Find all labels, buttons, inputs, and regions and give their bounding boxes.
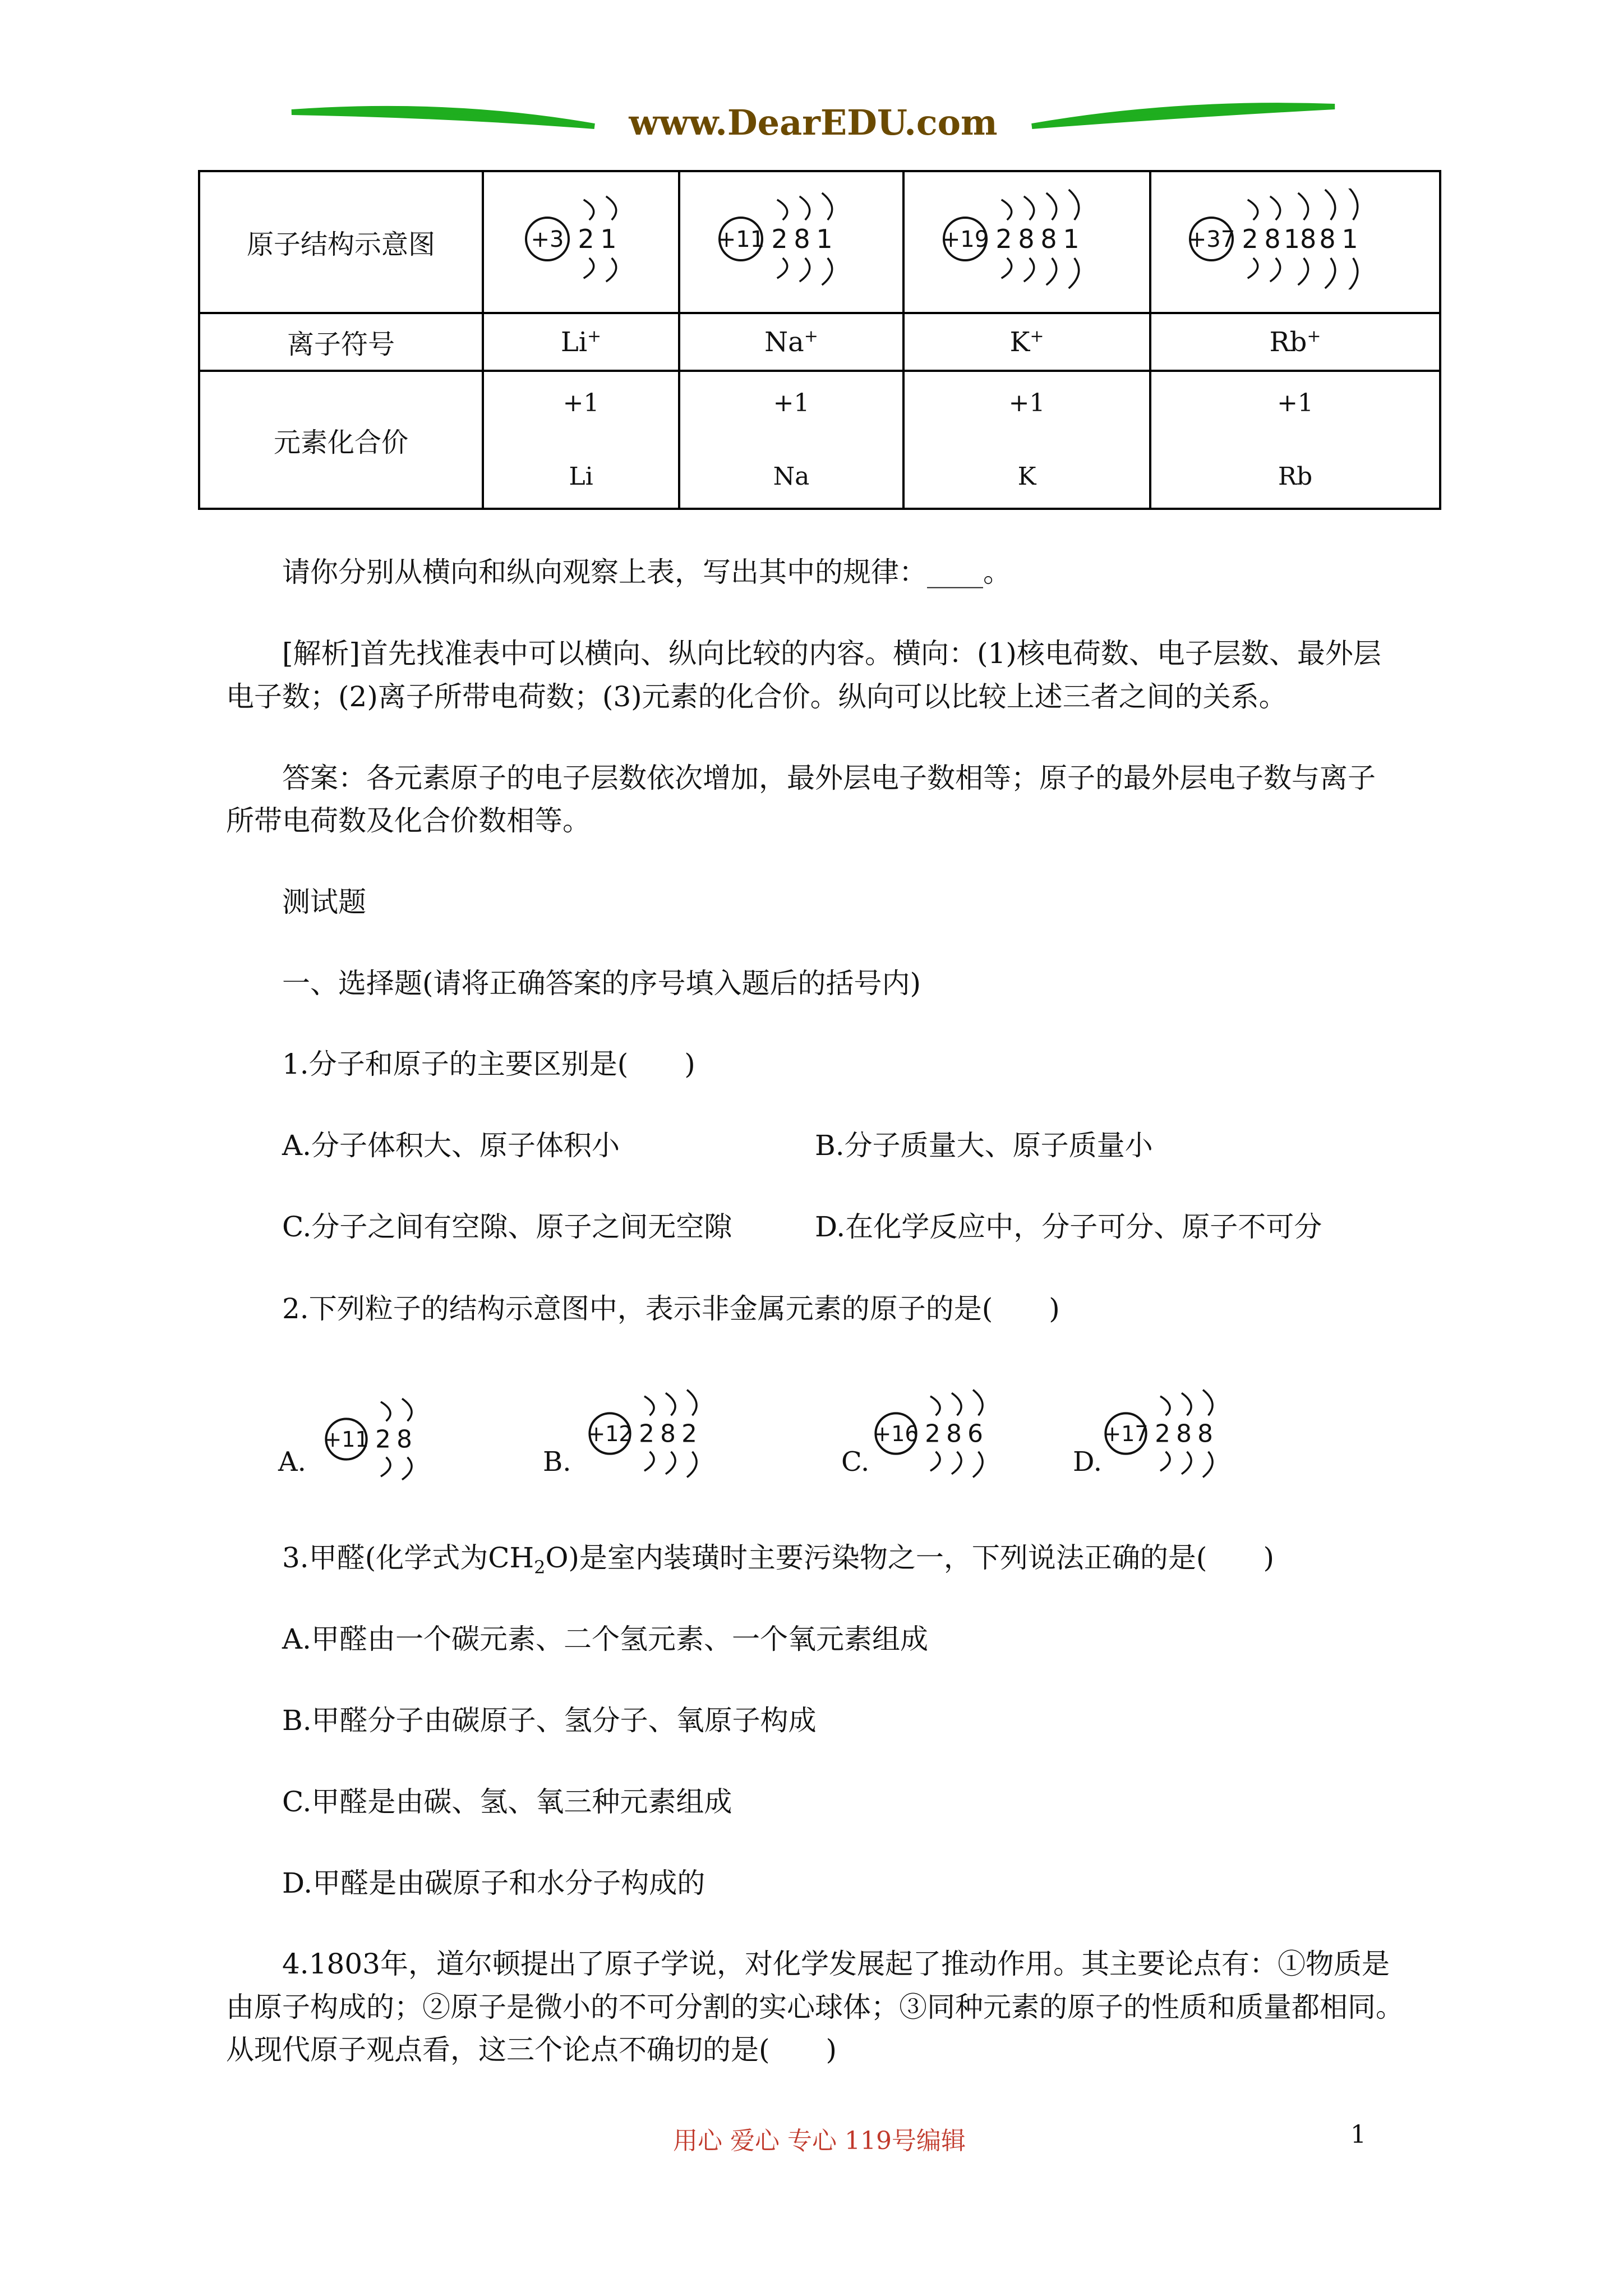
question-4-line-3: 从现代原子观点看，这三个论点不确切的是( )	[226, 2033, 837, 2066]
question-3: 3.甲醛(化学式为$CH_2O$)是室内装璜时主要污染物之一，下列说法正确的是( )	[282, 1542, 1274, 1578]
atom-diagram-na	[713, 188, 870, 289]
valence-cell: +1 Na	[679, 371, 903, 509]
shell-arc	[1203, 1390, 1212, 1416]
shell-arc	[952, 1393, 961, 1415]
question-2: 2.下列粒子的结构示意图中，表示非金属元素的原子的是( )	[282, 1292, 1060, 1325]
ion-symbol: Li+	[483, 313, 679, 371]
section-heading: 一、选择题(请将正确答案的序号填入题后的括号内)	[282, 967, 921, 1000]
analysis-line-2: 电子数；(2)离子所带电荷数；(3)元素的化合价。纵向可以比较上述三者之间的关系。	[226, 680, 1287, 713]
ion-symbol: Na+	[679, 313, 903, 371]
q3-option-a: A.甲醛由一个碳元素、二个氢元素、一个氧元素组成	[282, 1623, 929, 1655]
shell-arc	[1325, 190, 1335, 220]
valence-cell: +1 Rb	[1150, 371, 1440, 509]
shell-electron-count: 2	[771, 223, 788, 254]
ion-symbol: Rb+	[1150, 313, 1440, 371]
nucleus-charge: +12	[587, 1421, 633, 1446]
header-banner	[280, 95, 1346, 146]
shell-arc	[606, 258, 616, 282]
nucleus-charge: +37	[1187, 226, 1235, 252]
q2-option-b-diagram	[583, 1386, 751, 1481]
shell-electron-count: 2	[578, 223, 594, 254]
row-label: 原子结构示意图	[199, 171, 483, 313]
q2-option-c-letter: C.	[841, 1446, 870, 1478]
shell-electron-count: 2	[925, 1419, 940, 1448]
shell-arc	[1069, 190, 1079, 220]
valence-cell: +1 Li	[483, 371, 679, 509]
test-title: 测试题	[282, 886, 366, 918]
valence-cell: +1 K	[903, 371, 1150, 509]
shell-arc	[687, 1390, 697, 1416]
q1-option-c: C.分子之间有空隙、原子之间无空隙	[282, 1211, 732, 1243]
shell-electron-count: 8	[1318, 223, 1336, 254]
shell-electron-count: 8	[1197, 1419, 1213, 1448]
shell-electron-count: 2	[995, 223, 1012, 254]
shell-arc	[606, 196, 616, 220]
table-row	[199, 371, 1440, 509]
atom-diagram-li	[519, 188, 643, 289]
nucleus-charge: +17	[1103, 1421, 1149, 1446]
q3-option-b: B.甲醛分子由碳原子、氢分子、氧原子构成	[282, 1704, 817, 1737]
shell-arc	[1203, 1452, 1212, 1478]
shell-arc	[1002, 200, 1012, 220]
shell-arc	[952, 1452, 961, 1474]
q2-option-b-letter: B.	[543, 1446, 571, 1478]
shell-arc	[1347, 188, 1357, 220]
shell-arc	[800, 258, 810, 282]
q1-option-b: B.分子质量大、原子质量小	[815, 1129, 1153, 1162]
shell-arc	[381, 1402, 390, 1421]
shell-arc	[584, 200, 594, 220]
shell-electron-count: 8	[946, 1419, 962, 1448]
shell-electron-count: 8	[1040, 223, 1057, 254]
q3-option-c: C.甲醛是由碳、氢、氧三种元素组成	[282, 1786, 732, 1818]
table-row	[199, 171, 1440, 313]
shell-arc	[1298, 258, 1308, 285]
shell-electron-count: 6	[967, 1419, 983, 1448]
shell-electron-count: 8	[1018, 223, 1035, 254]
shell-arc	[1247, 200, 1257, 220]
shell-arc	[777, 258, 787, 278]
shell-electron-count: 8	[660, 1419, 676, 1448]
shell-arc	[381, 1457, 390, 1476]
shell-arc	[1002, 258, 1012, 278]
shell-arc	[1046, 193, 1057, 220]
shell-arc	[800, 196, 810, 220]
shell-electron-count: 8	[1264, 223, 1281, 254]
shell-arc	[402, 1398, 412, 1421]
nucleus-charge: +19	[941, 226, 989, 252]
atom-diagram-rb	[1183, 188, 1408, 289]
nucleus-charge: +11	[324, 1427, 369, 1452]
shell-arc	[1247, 258, 1257, 278]
question-4-line-1: 4.1803年，道尔顿提出了原子学说，对化学发展起了推动作用。其主要论点有：①物质是	[282, 1948, 1390, 1980]
shell-arc	[1024, 196, 1034, 220]
header-site: www.DearEDU.com	[629, 102, 998, 143]
q1-option-d: D.在化学反应中，分子可分、原子不可分	[815, 1211, 1322, 1243]
shell-arc	[402, 1457, 412, 1480]
shell-arc	[777, 200, 787, 220]
nucleus-charge: +11	[717, 226, 765, 252]
q1-option-a: A.分子体积大、原子体积小	[282, 1129, 620, 1162]
shell-arc	[1182, 1452, 1191, 1474]
row-label: 元素化合价	[199, 371, 483, 509]
question-4-line-2: 由原子构成的；②原子是微小的不可分割的实心球体；③同种元素的原子的性质和质量都相同。	[226, 1991, 1404, 2023]
shell-electron-count: 2	[1241, 223, 1258, 254]
shell-arc	[584, 258, 594, 278]
shell-arc	[1046, 258, 1057, 285]
shell-arc	[1325, 258, 1335, 288]
shell-electron-count: 2	[639, 1419, 654, 1448]
atom-diagram-k	[937, 188, 1117, 289]
shell-electron-count: 8	[1176, 1419, 1192, 1448]
atom-table	[198, 170, 1441, 510]
shell-arc	[1298, 193, 1308, 220]
question-1: 1.分子和原子的主要区别是( )	[282, 1048, 695, 1080]
shell-electron-count: 8	[794, 223, 810, 254]
row-label: 离子符号	[199, 313, 483, 371]
shell-electron-count: 2	[1155, 1419, 1170, 1448]
shell-electron-count: 1	[1341, 223, 1358, 254]
shell-arc	[822, 258, 832, 285]
shell-electron-count: 1	[1063, 223, 1080, 254]
shell-arc	[973, 1390, 983, 1416]
shell-arc	[1069, 258, 1079, 288]
q2-option-a-letter: A.	[278, 1446, 306, 1478]
shell-electron-count: 1	[600, 223, 617, 254]
answer-line-1: 答案：各元素原子的电子层数依次增加，最外层电子数相等；原子的最外层电子数与离子	[282, 762, 1376, 794]
nucleus-charge: +16	[873, 1421, 919, 1446]
nucleus-charge: +3	[531, 226, 564, 252]
page-number: 1	[1350, 2120, 1366, 2149]
shell-arc	[1270, 258, 1280, 282]
answer-line-2: 所带电荷数及化合价数相等。	[226, 804, 591, 837]
shell-arc	[1160, 1396, 1170, 1415]
shell-arc	[687, 1452, 697, 1478]
ion-symbol: K+	[903, 313, 1150, 371]
shell-arc	[1024, 258, 1034, 282]
q3-option-d: D.甲醛是由碳原子和水分子构成的	[282, 1867, 706, 1899]
shell-arc	[644, 1396, 654, 1415]
shell-arc	[666, 1452, 675, 1474]
shell-electron-count: 8	[396, 1425, 412, 1454]
q2-option-a-diagram	[320, 1391, 454, 1487]
shell-electron-count: 2	[375, 1425, 391, 1454]
shell-electron-count: 2	[681, 1419, 697, 1448]
shell-arc	[930, 1452, 940, 1471]
analysis-line-1: [解析]首先找准表中可以横向、纵向比较的内容。横向：(1)核电荷数、电子层数、最外层	[282, 637, 1381, 670]
shell-arc	[1270, 196, 1280, 220]
q2-option-d-letter: D.	[1073, 1446, 1103, 1478]
shell-arc	[973, 1452, 983, 1478]
q2-option-d-diagram	[1099, 1386, 1267, 1481]
shell-arc	[1347, 258, 1357, 289]
shell-electron-count: 1	[816, 223, 833, 254]
header-swoosh-left	[292, 109, 594, 126]
question-text: 请你分别从横向和纵向观察上表，写出其中的规律：____。	[282, 556, 1011, 588]
shell-arc	[930, 1396, 940, 1415]
shell-arc	[1160, 1452, 1170, 1471]
shell-arc	[644, 1452, 654, 1471]
shell-arc	[1182, 1393, 1191, 1415]
header-swoosh-right	[1032, 105, 1335, 126]
q2-option-c-diagram	[869, 1386, 1038, 1481]
shell-arc	[822, 193, 832, 220]
shell-arc	[666, 1393, 675, 1415]
table-row	[199, 313, 1440, 371]
shell-electron-count: 18	[1283, 223, 1316, 254]
footer-credit: 用心 爱心 专心 119号编辑	[673, 2127, 966, 2155]
